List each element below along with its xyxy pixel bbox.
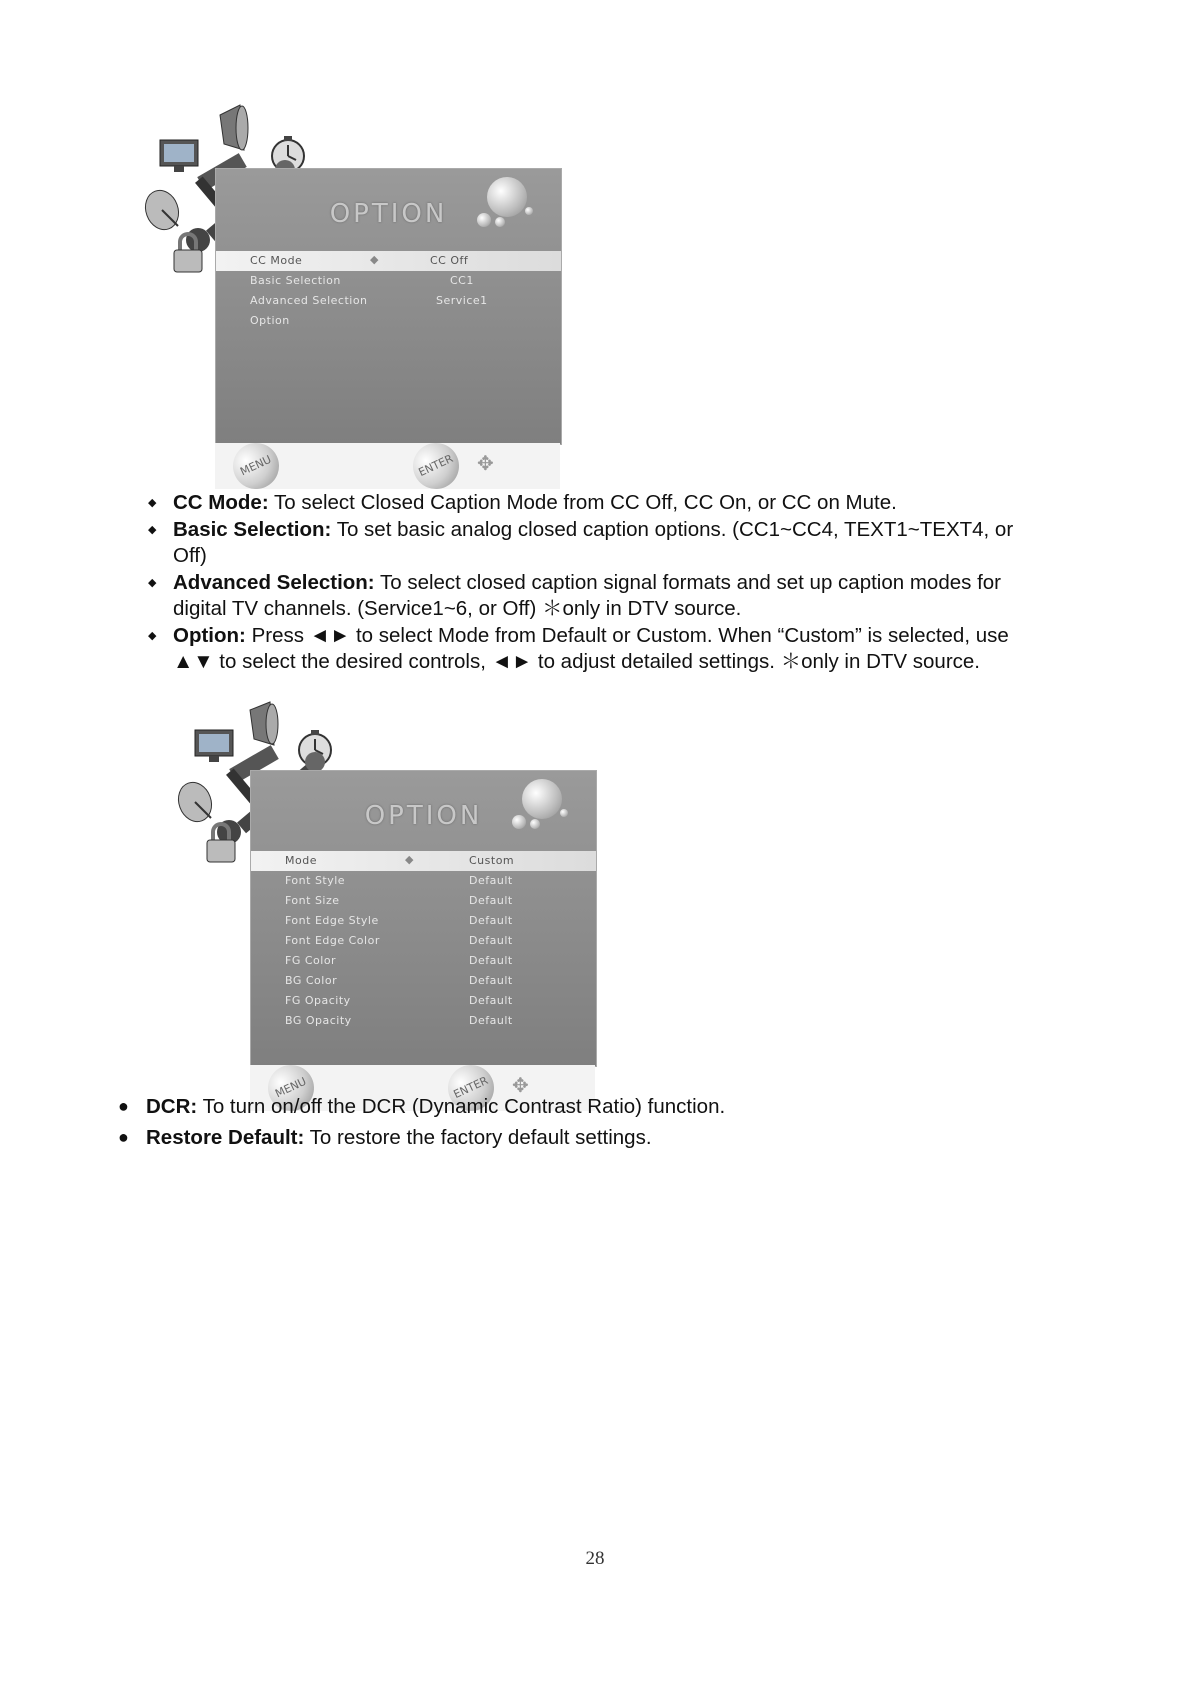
row-label: BG Color [285, 974, 338, 987]
row-label: Basic Selection [250, 274, 341, 287]
left-right-arrows-icon: ◆ [405, 853, 414, 866]
bubbles-decoration [512, 779, 582, 839]
list-text: To select closed caption signal formats and set up caption modes for digital TV channels. (Service1~6, or Off) ＊only in DTV source. [173, 570, 1002, 620]
menu-button[interactable]: MENU [225, 435, 286, 496]
satellite-dish-icon [175, 778, 217, 827]
row-value: Default [469, 1014, 513, 1027]
list-item-cc-mode [148, 490, 1038, 517]
row-value: Default [469, 934, 513, 947]
speaker-icon [250, 702, 278, 745]
row-value: CC Off [430, 254, 469, 267]
menu-row-font-size[interactable] [251, 891, 596, 911]
option-description-list [148, 490, 1038, 676]
row-label: BG Opacity [285, 1014, 352, 1027]
menu-title: OPTION [364, 801, 483, 831]
navigation-arrows-icon: ✥ [477, 453, 494, 475]
page-number: 28 [585, 1548, 605, 1569]
list-item-option [148, 623, 1038, 676]
list-item-dcr [118, 1091, 1038, 1122]
row-label: Font Edge Color [285, 934, 380, 947]
row-label: Font Edge Style [285, 914, 379, 927]
menu-row-advanced-selection[interactable] [216, 291, 561, 311]
enter-button[interactable]: ENTER [440, 1057, 501, 1118]
row-value: Default [469, 974, 513, 987]
row-value: Default [469, 994, 513, 1007]
menu-row-font-edge-style[interactable] [251, 911, 596, 931]
menu-row-font-style[interactable] [251, 871, 596, 891]
option-menu-panel-1 [215, 168, 562, 445]
menu-row-fg-opacity[interactable] [251, 991, 596, 1011]
diamond-bullet-icon: ◆ [148, 497, 157, 509]
list-term: DCR: [146, 1095, 198, 1118]
left-right-arrows-icon: ◆ [370, 253, 379, 266]
option-menu-panel-2 [250, 770, 597, 1067]
menu-row-basic-selection[interactable] [216, 271, 561, 291]
menu-row-bg-color[interactable] [251, 971, 596, 991]
row-label: Advanced Selection [250, 294, 368, 307]
bubbles-decoration [477, 177, 547, 237]
menu-row-font-edge-color[interactable] [251, 931, 596, 951]
list-text: To turn on/off the DCR (Dynamic Contrast Ratio) function. [197, 1095, 726, 1118]
menu-button[interactable]: MENU [260, 1057, 321, 1118]
menu-row-mode[interactable] [251, 851, 596, 871]
row-value: Default [469, 914, 513, 927]
speaker-icon [220, 105, 248, 150]
row-value: Default [469, 874, 513, 887]
list-term: CC Mode: [173, 491, 269, 514]
row-label: Mode [285, 854, 317, 867]
list-item-restore-default [118, 1122, 1038, 1153]
row-value: Default [469, 954, 513, 967]
row-value: CC1 [450, 274, 474, 287]
row-label: FG Opacity [285, 994, 351, 1007]
list-item-basic-selection [148, 517, 1038, 570]
dcr-restore-list [118, 1091, 1038, 1153]
list-text: To set basic analog closed caption options. (CC1~CC4, TEXT1~TEXT4, or Off) [173, 517, 1014, 567]
diamond-bullet-icon: ◆ [148, 576, 157, 589]
diamond-bullet-icon: ◆ [148, 523, 157, 536]
list-text: To select Closed Caption Mode from CC Off, CC On, or CC on Mute. [268, 491, 897, 514]
menu-title: OPTION [329, 199, 448, 229]
menu-row-option[interactable] [216, 311, 561, 331]
list-term: Basic Selection: [173, 517, 332, 541]
navigation-arrows-icon: ✥ [512, 1075, 529, 1097]
row-label: FG Color [285, 954, 337, 967]
menu-row-fg-color[interactable] [251, 951, 596, 971]
row-label: Font Size [285, 894, 340, 907]
dot-bullet-icon: ● [118, 1096, 129, 1116]
row-label: Font Style [285, 874, 346, 887]
option-menu-screenshot-1 [140, 100, 620, 520]
tv-icon [195, 730, 233, 762]
tv-icon [160, 140, 198, 172]
menu-row-bg-opacity[interactable] [251, 1011, 596, 1031]
row-value: Custom [469, 854, 515, 867]
list-text: To restore the factory default settings. [304, 1126, 652, 1149]
menu-row-cc-mode[interactable] [216, 251, 561, 271]
list-term: Restore Default: [146, 1126, 305, 1149]
list-term: Option: [173, 623, 246, 647]
dot-bullet-icon: ● [118, 1127, 129, 1147]
list-text: Press ◄► to select Mode from Default or Custom. When “Custom” is selected, use ▲▼ to select the desired controls, ◄► to adjust detailed settings. ＊only in DTV source. [173, 623, 1009, 673]
list-item-advanced-selection [148, 570, 1038, 623]
row-label: CC Mode [250, 254, 303, 267]
enter-button[interactable]: ENTER [405, 435, 466, 496]
row-label: Option [250, 314, 290, 327]
row-value: Service1 [436, 294, 488, 307]
diamond-bullet-icon: ◆ [148, 629, 157, 642]
row-value: Default [469, 894, 513, 907]
menu-footer-1 [215, 443, 560, 489]
satellite-dish-icon [140, 186, 184, 235]
list-term: Advanced Selection: [173, 570, 375, 594]
